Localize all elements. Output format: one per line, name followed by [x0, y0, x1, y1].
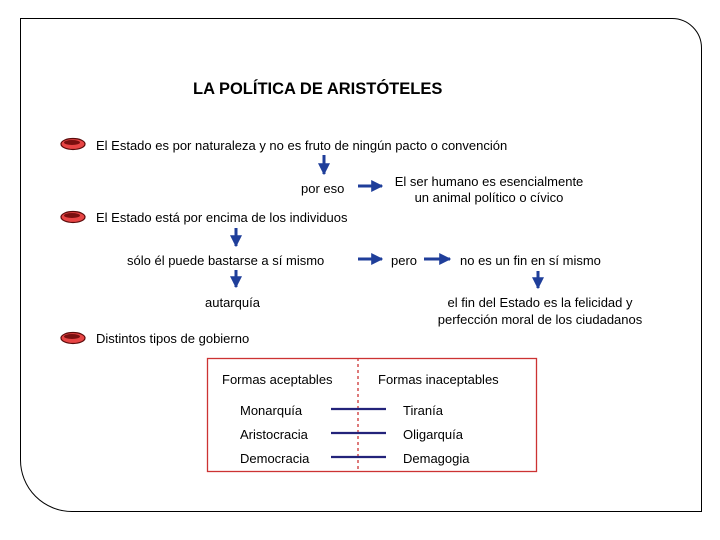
unacceptable-header: Formas inaceptables	[378, 372, 499, 387]
node-fin-estado-line2: perfección moral de los ciudadanos	[437, 312, 643, 327]
node-ser-humano-line2: un animal político o cívico	[414, 190, 564, 205]
node-ser-humano-line1: El ser humano es esencialmente	[394, 174, 584, 189]
node-pero: pero	[391, 253, 418, 268]
acceptable-item: Monarquía	[240, 403, 303, 418]
unacceptable-item: Tiranía	[403, 403, 443, 418]
bullet-1-text: El Estado es por naturaleza y no es fruto de ningún pacto o convención	[96, 138, 508, 153]
table-border	[208, 359, 537, 472]
bullet-3-text: Distintos tipos de gobierno	[96, 331, 250, 346]
unacceptable-item: Oligarquía	[403, 427, 463, 442]
page-title: LA POLÍTICA DE ARISTÓTELES	[193, 80, 443, 98]
bullet-2-text: El Estado está por encima de los individuos	[96, 210, 348, 225]
node-no-fin: no es un fin en sí mismo	[460, 253, 601, 268]
acceptable-item: Aristocracia	[240, 427, 308, 442]
acceptable-item: Democracia	[240, 451, 310, 466]
unacceptable-item: Demagogia	[403, 451, 470, 466]
node-autarquia: autarquía	[205, 295, 260, 310]
node-fin-estado-line1: el fin del Estado es la felicidad y	[447, 295, 633, 310]
acceptable-header: Formas aceptables	[222, 372, 333, 387]
node-solo-el: sólo él puede bastarse a sí mismo	[127, 253, 325, 268]
node-por-eso: por eso	[301, 181, 345, 196]
